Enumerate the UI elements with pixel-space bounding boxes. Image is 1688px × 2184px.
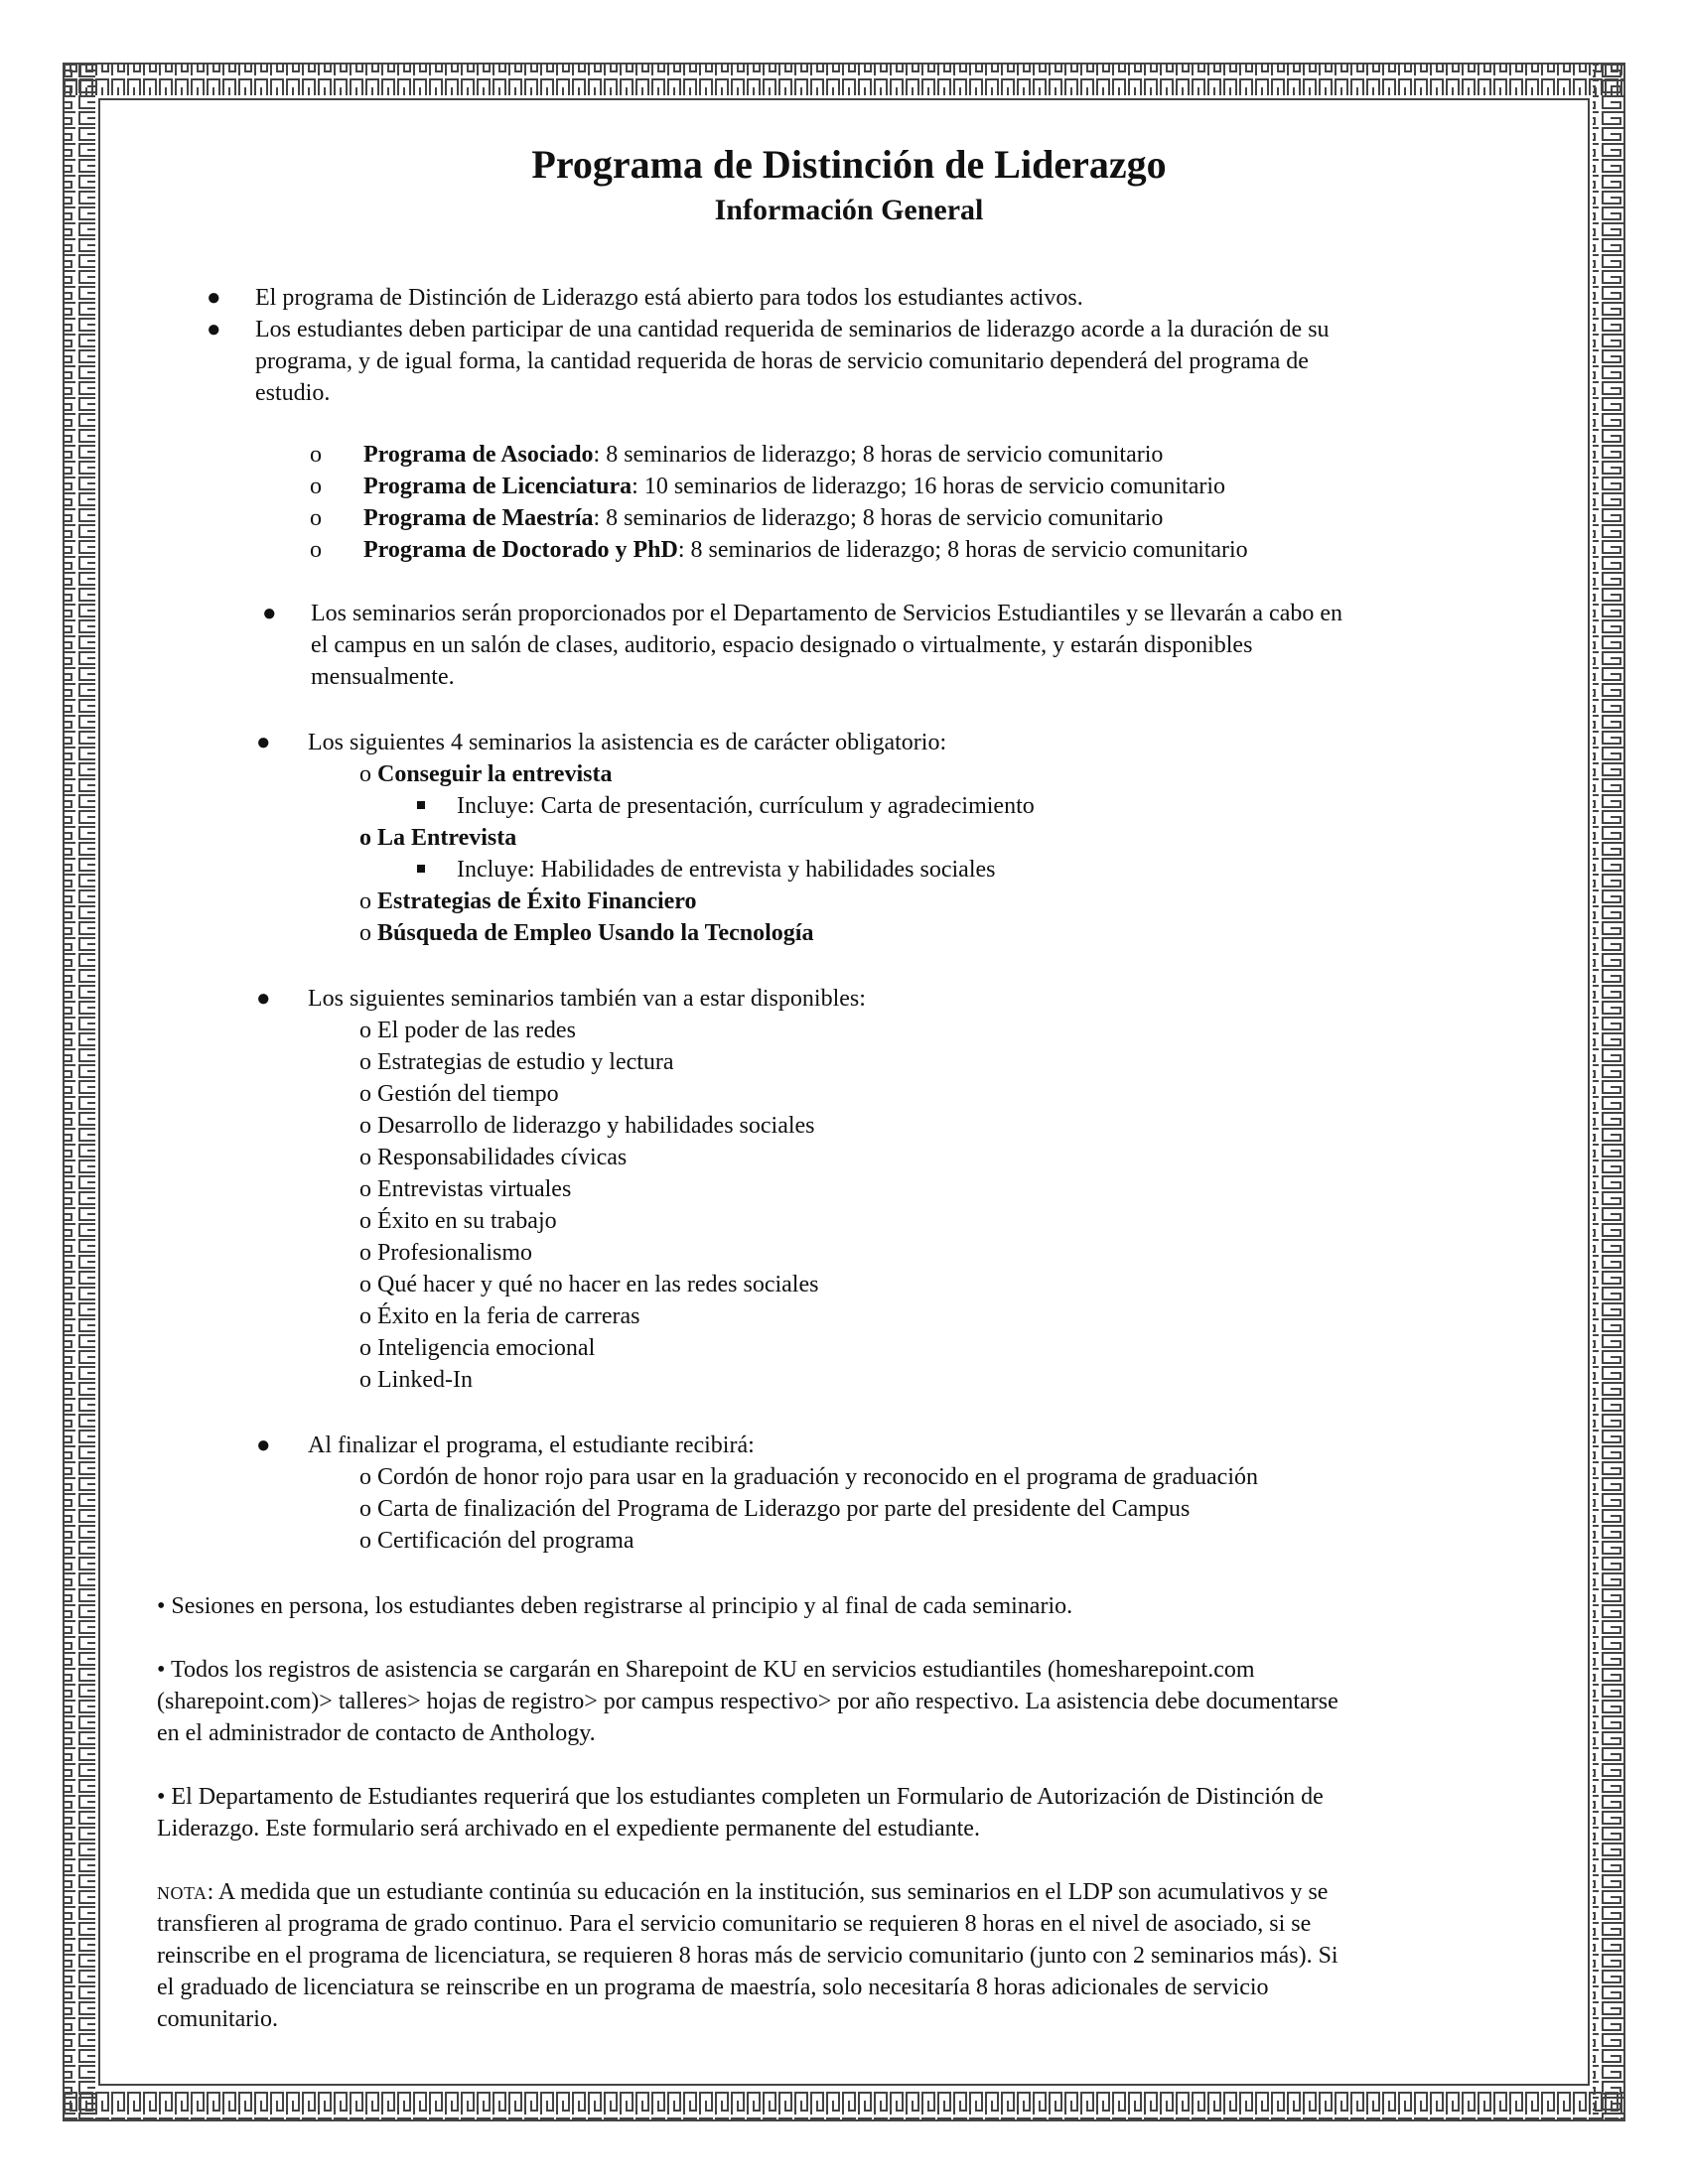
- note-records-line2: (sharepoint.com)> talleres> hojas de registro> por campus respectivo> por año respectivo. La asistencia debe documentarse: [157, 1689, 1338, 1714]
- completion-item: o Cordón de honor rojo para usar en la graduación y reconocido en el programa de graduación: [359, 1464, 1258, 1490]
- sub-bullet-icon: o: [310, 474, 322, 499]
- nota-line2: transfieren al programa de grado continuo. Para el servicio comunitario se requieren 8 horas en el nivel de asociado, si se: [157, 1911, 1312, 1937]
- note-authorization-line2: Liderazgo. Este formulario será archivado en el expediente permanente del estudiante.: [157, 1816, 980, 1842]
- note-records-line1: • Todos los registros de asistencia se cargarán en Sharepoint de KU en servicios estudiantiles (homesharepoint.com: [157, 1657, 1255, 1683]
- page-title: Programa de Distinción de Liderazgo: [531, 142, 1167, 187]
- seminar-delivery-line3: mensualmente.: [311, 664, 455, 690]
- optional-item: o El poder de las redes: [359, 1018, 576, 1043]
- nota-line3: reinscribe en el programa de licenciatura, se requieren 8 horas más de servicio comunitario (junto con 2 seminarios más). Si: [157, 1943, 1338, 1969]
- mandatory-item-financiero: o Estrategias de Éxito Financiero: [359, 888, 697, 914]
- program-item-maestria: o Programa de Maestría: 8 seminarios de liderazgo; 8 horas de servicio comunitario: [310, 505, 1164, 531]
- bullet-icon: ●: [256, 986, 271, 1012]
- mandatory-item-entrevista-detail: Incluye: Habilidades de entrevista y habilidades sociales: [457, 857, 996, 883]
- general-bullet-requirements-line2: programa, y de igual forma, la cantidad requerida de horas de servicio comunitario dependerá del programa de: [255, 348, 1309, 374]
- mandatory-intro: Los siguientes 4 seminarios la asistencia es de carácter obligatorio:: [308, 730, 947, 755]
- general-bullet-open: El programa de Distinción de Liderazgo está abierto para todos los estudiantes activos.: [255, 285, 1083, 311]
- general-bullet-requirements: Los estudiantes deben participar de una cantidad requerida de seminarios de liderazgo acorde a la duración de su: [255, 317, 1330, 342]
- note-records-line3: en el administrador de contacto de Anthology.: [157, 1720, 596, 1746]
- optional-item: o Responsabilidades cívicas: [359, 1145, 628, 1170]
- nota-line5: comunitario.: [157, 2006, 278, 2032]
- document-page: [139, 119, 1559, 2055]
- program-item-licenciatura: o Programa de Licenciatura: 10 seminarios de liderazgo; 16 horas de servicio comunitario: [310, 474, 1226, 499]
- optional-item: o Profesionalismo: [359, 1240, 532, 1266]
- square-bullet-icon: [417, 865, 425, 873]
- optional-item: o Éxito en su trabajo: [359, 1208, 557, 1234]
- optional-item: o Qué hacer y qué no hacer en las redes sociales: [359, 1272, 819, 1297]
- mandatory-item-conseguir-detail: Incluye: Carta de presentación, currículum y agradecimiento: [457, 793, 1035, 819]
- optional-intro: Los siguientes seminarios también van a estar disponibles:: [308, 986, 866, 1012]
- program-item-asociado: o Programa de Asociado: 8 seminarios de liderazgo; 8 horas de servicio comunitario: [310, 442, 1164, 468]
- note-sessions: • Sesiones en persona, los estudiantes deben registrarse al principio y al final de cada seminario.: [157, 1593, 1073, 1619]
- bullet-icon: ●: [256, 1433, 271, 1458]
- optional-item: o Estrategias de estudio y lectura: [359, 1049, 674, 1075]
- bullet-icon: ●: [262, 601, 277, 626]
- mandatory-item-tecnologia: o Búsqueda de Empleo Usando la Tecnología: [359, 920, 814, 946]
- sub-bullet-icon: o: [310, 537, 322, 563]
- general-bullet-requirements-line3: estudio.: [255, 380, 331, 406]
- bullet-icon: ●: [207, 285, 221, 311]
- mandatory-item-entrevista: o La Entrevista: [359, 825, 517, 851]
- completion-item: o Carta de finalización del Programa de Liderazgo por parte del presidente del Campus: [359, 1496, 1191, 1522]
- seminar-delivery-line1: Los seminarios serán proporcionados por el Departamento de Servicios Estudiantiles y se llevarán a cabo en: [311, 601, 1343, 626]
- sub-bullet-icon: o: [310, 505, 322, 531]
- optional-item: o Éxito en la feria de carreras: [359, 1303, 640, 1329]
- sub-bullet-icon: o: [310, 442, 322, 468]
- program-item-doctorado: o Programa de Doctorado y PhD: 8 seminarios de liderazgo; 8 horas de servicio comunitario: [310, 537, 1248, 563]
- nota-label: NOTA: [157, 1883, 208, 1903]
- optional-item: o Desarrollo de liderazgo y habilidades sociales: [359, 1113, 815, 1139]
- nota-line1: NOTA: A medida que un estudiante continúa su educación en la institución, sus seminarios en el LDP son acumulativos y se: [157, 1879, 1329, 1905]
- optional-item: o Linked-In: [359, 1367, 473, 1393]
- completion-item: o Certificación del programa: [359, 1528, 634, 1554]
- bullet-icon: ●: [207, 317, 221, 342]
- page-subtitle: Información General: [714, 194, 984, 226]
- bullet-icon: ●: [256, 730, 271, 755]
- mandatory-item-conseguir: o Conseguir la entrevista: [359, 761, 613, 787]
- optional-item: o Inteligencia emocional: [359, 1335, 596, 1361]
- seminar-delivery-line2: el campus en un salón de clases, auditorio, espacio designado o virtualmente, y estarán disponibles: [311, 632, 1253, 658]
- optional-item: o Gestión del tiempo: [359, 1081, 559, 1107]
- note-authorization-line1: • El Departamento de Estudiantes requerirá que los estudiantes completen un Formulario de Autorización de Distinción de: [157, 1784, 1324, 1810]
- completion-intro: Al finalizar el programa, el estudiante recibirá:: [308, 1433, 755, 1458]
- nota-line4: el graduado de licenciatura se reinscribe en un programa de maestría, solo necesitaría 8 horas adicionales de servicio: [157, 1975, 1269, 2000]
- optional-item: o Entrevistas virtuales: [359, 1176, 572, 1202]
- square-bullet-icon: [417, 801, 425, 809]
